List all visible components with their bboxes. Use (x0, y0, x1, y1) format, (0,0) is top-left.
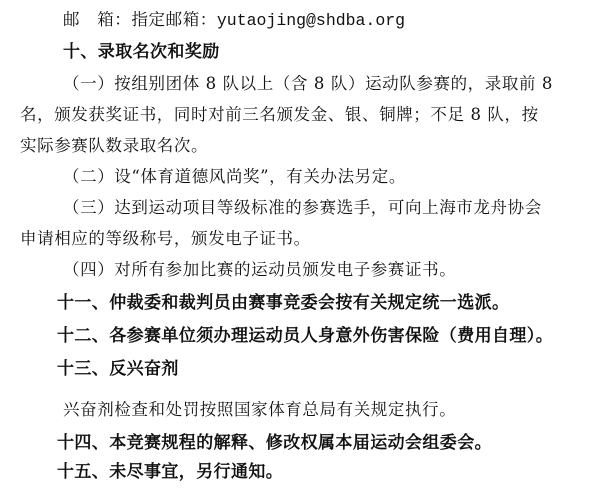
section-11: 十一、仲裁委和裁判员由赛事竞委会按有关规定统一选派。 (57, 293, 510, 313)
section-10-title: 十、录取名次和奖励 (63, 42, 220, 62)
section-15: 十五、未尽事宜，另行通知。 (57, 462, 284, 482)
section-12: 十二、各参赛单位须办理运动员人身意外伤害保险（费用自理）。 (57, 326, 554, 346)
email-label: 邮 箱：指定邮箱： (63, 10, 217, 29)
section-10-p3-line1: （三）达到运动项目等级标准的参赛选手，可向上海市龙舟协会 (63, 198, 542, 217)
section-13-body: 兴奋剂检查和处罚按照国家体育总局有关规定执行。 (63, 400, 457, 419)
section-10-p2: （二）设“体育道德风尚奖”，有关办法另定。 (63, 167, 406, 186)
section-10-p1-line2: 名，颁发获奖证书，同时对前三名颁发金、银、铜牌；不足 8 队，按 (20, 105, 539, 124)
section-10-p1-line1: （一）按组别团体 8 队以上（含 8 队）运动队参赛的，录取前 8 (63, 74, 554, 93)
section-10-p3-line2: 申请相应的等级称号，颁发电子证书。 (20, 229, 311, 248)
email-address: yutaojing@shdba.org (216, 11, 406, 30)
section-13-title: 十三、反兴奋剂 (57, 359, 179, 379)
email-line (63, 9, 405, 32)
section-10-p4: （四）对所有参加比赛的运动员颁发电子参赛证书。 (63, 260, 457, 279)
section-10-p1-line3: 实际参赛队数录取名次。 (20, 136, 209, 155)
section-14: 十四、本竞赛规程的解释、修改权属本届运动会组委会。 (57, 433, 492, 453)
